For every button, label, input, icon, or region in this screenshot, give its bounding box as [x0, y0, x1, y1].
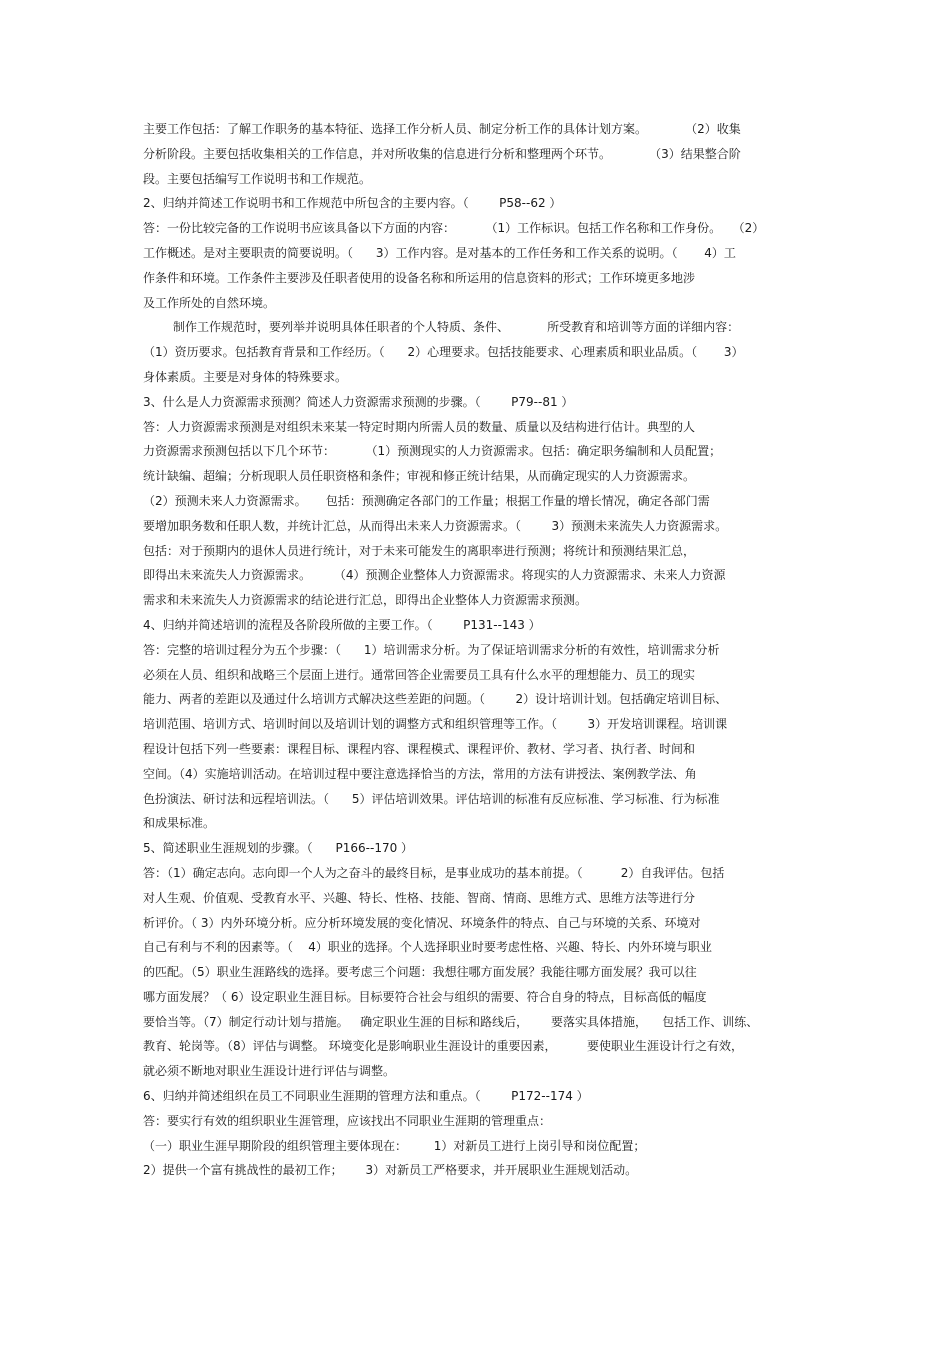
- text-line: 自己有利与不利的因素等。（ 4）职业的选择。个人选择职业时要考虑性格、兴趣、特长、内外环境与职业: [143, 940, 712, 955]
- text-line: 答：要实行有效的组织职业生涯管理，应该找出不同职业生涯期的管理重点：: [143, 1113, 552, 1128]
- text-line: 制作工作规范时，要列举并说明具体任职者的个人特质、条件、 所受教育和培训等方面的详细内容：: [173, 320, 740, 335]
- text-line: （2）预测未来人力资源需求。 包括：预测确定各部门的工作量；根据工作量的增长情况，确定各部门需: [143, 493, 710, 508]
- text-line: 答：（1）确定志向。志向即一个人为之奋斗的最终目标，是事业成功的基本前提。（ 2）自我评估。包括: [143, 865, 725, 880]
- text-line: 和成果标准。: [143, 816, 216, 831]
- text-line: 统计缺编、超编；分析现职人员任职资格和条件；审视和修正统计结果，从而确定现实的人力资源需求。: [143, 469, 696, 484]
- document-body: [143, 117, 808, 1183]
- text-line: 要恰当等。（7）制定行动计划与措施。 确定职业生涯的目标和路线后， 要落实具体措施， 包括工作、训练、: [143, 1014, 759, 1029]
- text-line: 包括：对于预期内的退休人员进行统计，对于未来可能发生的离职率进行预测；将统计和预测结果汇总，: [143, 543, 696, 558]
- text-line: 对人生观、价值观、受教育水平、兴趣、特长、性格、技能、智商、情商、思维方式、思维方法等进行分: [143, 890, 696, 905]
- text-line: 工作概述。是对主要职责的简要说明。（ 3）工作内容。是对基本的工作任务和工作关系的说明。（ 4）工: [143, 245, 736, 260]
- text-line: 就必须不断地对职业生涯设计进行评估与调整。: [143, 1064, 396, 1079]
- text-line: 的匹配。（5）职业生涯路线的选择。要考虑三个问题：我想往哪方面发展？我能往哪方面发展？我可以往: [143, 965, 697, 980]
- text-line: 作条件和环境。工作条件主要涉及任职者使用的设备名称和所运用的信息资料的形式；工作环境更多地涉: [143, 270, 696, 285]
- text-line: （一）职业生涯早期阶段的组织管理主要体现在： 1）对新员工进行上岗引导和岗位配置；: [143, 1138, 646, 1153]
- text-line: 力资源需求预测包括以下几个环节： （1）预测现实的人力资源需求。包括：确定职务编制和人员配置；: [143, 444, 722, 459]
- text-line: （1）资历要求。包括教育背景和工作经历。（ 2）心理要求。包括技能要求、心理素质和职业品质。（ 3）: [143, 345, 744, 360]
- text-line: 空间。（4）实施培训活动。在培训过程中要注意选择恰当的方法，常用的方法有讲授法、案例教学法、角: [143, 766, 697, 781]
- text-line: 色扮演法、研讨法和远程培训法。（ 5）评估培训效果。评估培训的标准有反应标准、学习标准、行为标准: [143, 791, 720, 806]
- text-line: 需求和未来流失人力资源需求的结论进行汇总，即得出企业整体人力资源需求预测。: [143, 593, 588, 608]
- text-line: 段。主要包括编写工作说明书和工作规范。: [143, 171, 372, 186]
- text-line: 培训范围、培训方式、培训时间以及培训计划的调整方式和组织管理等工作。（ 3）开发培训课程。培训课: [143, 717, 728, 732]
- text-line: 主要工作包括：了解工作职务的基本特征、选择工作分析人员、制定分析工作的具体计划方案。 （2）收集: [143, 122, 741, 136]
- question-heading: 5、简述职业生涯规划的步骤。（ P166--170 ）: [143, 841, 414, 856]
- text-line: 及工作所处的自然环境。: [143, 295, 276, 310]
- text-line: 程设计包括下列一些要素：课程目标、课程内容、课程模式、课程评价、教材、学习者、执行者、时间和: [143, 741, 696, 756]
- text-line: 析评价。（ 3）内外环境分析。应分析环境发展的变化情况、环境条件的特点、自己与环境的关系、环境对: [143, 915, 701, 930]
- question-heading: 3、什么是人力资源需求预测？简述人力资源需求预测的步骤。（ P79--81 ）: [143, 394, 574, 409]
- text-line: 教育、轮岗等。（8）评估与调整。 环境变化是影响职业生涯设计的重要因素， 要使职业生涯设计行之有效，: [143, 1039, 743, 1054]
- text-line: 哪方面发展？（ 6）设定职业生涯目标。目标要符合社会与组织的需要、符合自身的特点，目标高低的幅度: [143, 989, 707, 1004]
- text-line: 即得出未来流失人力资源需求。 （4）预测企业整体人力资源需求。将现实的人力资源需求、未来人力资源: [143, 568, 726, 583]
- text-line: 答：人力资源需求预测是对组织未来某一特定时期内所需人员的数量、质量以及结构进行估计。典型的人: [143, 419, 696, 434]
- text-line: 要增加职务数和任职人数，并统计汇总，从而得出未来人力资源需求。（ 3）预测未来流失人力资源需求。: [143, 518, 728, 533]
- question-heading: 4、归纳并简述培训的流程及各阶段所做的主要工作。（ P131--143 ）: [143, 617, 541, 632]
- text-line: 答：一份比较完备的工作说明书应该具备以下方面的内容： （1）工作标识。包括工作名称和工作身份。 （2）: [143, 221, 765, 236]
- text-line: 答：完整的培训过程分为五个步骤：（ 1）培训需求分析。为了保证培训需求分析的有效性，培训需求分析: [143, 642, 720, 657]
- text-line: 能力、两者的差距以及通过什么培训方式解决这些差距的问题。（ 2）设计培训计划。包括确定培训目标、: [143, 692, 728, 707]
- question-heading: 6、归纳并简述组织在员工不同职业生涯期的管理方法和重点。（ P172--174 ）: [143, 1089, 589, 1104]
- text-line: 分析阶段。主要包括收集相关的工作信息，并对所收集的信息进行分析和整理两个环节。 （3）结果整合阶: [143, 146, 741, 161]
- text-line: 必须在人员、组织和战略三个层面上进行。通常回答企业需要员工具有什么水平的理想能力、员工的现实: [143, 667, 696, 682]
- question-heading: 2、归纳并简述工作说明书和工作规范中所包含的主要内容。（ P58--62 ）: [143, 196, 562, 211]
- text-line: 身体素质。主要是对身体的特殊要求。: [143, 369, 348, 384]
- text-line: 2）提供一个富有挑战性的最初工作； 3）对新员工严格要求，并开展职业生涯规划活动。: [143, 1163, 638, 1178]
